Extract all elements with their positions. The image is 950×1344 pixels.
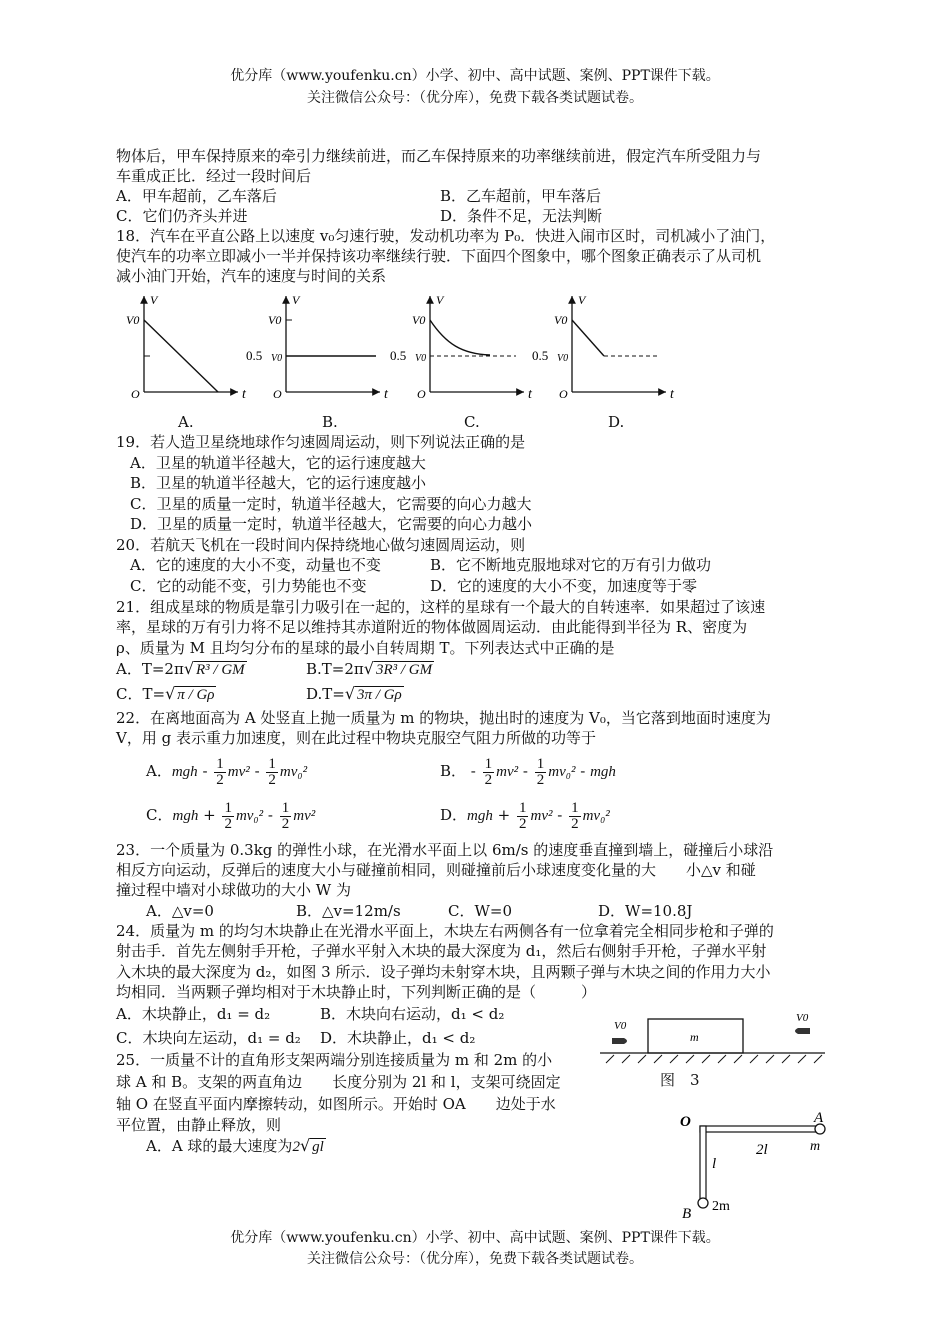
graph-c-velocity-curve: [430, 320, 490, 355]
q22-option-a: A．mgh - $\frac{1}{2}$ mv² - $\frac{1}{2}$ mv₀²: [146, 755, 308, 788]
q25-stem-2: 球 A 和 B。支架的两直角边 长度分别为 2l 和 l，支架可绕固定: [116, 1073, 561, 1091]
graph-d-half-label: 0.5: [532, 348, 549, 363]
graph-c-axis-v: V: [436, 293, 444, 307]
q24-stem-4: 均相同．当两颗子弹均相对于木块静止时，下列判断正确的是（ ）: [116, 983, 597, 1001]
graph-d: [532, 293, 675, 402]
q21-a-radicand: R³ / GM: [196, 662, 245, 678]
arm-ob: [700, 1126, 706, 1200]
q24-option-a: A．木块静止，d₁ = d₂: [116, 1005, 271, 1023]
graph-d-velocity-line: [572, 320, 604, 356]
q23-option-b: B．△v=12m/s: [296, 902, 401, 920]
ball-a-mass: m: [810, 1139, 821, 1154]
graph-a-velocity-line: [144, 320, 218, 392]
bullet-right: [795, 1028, 810, 1034]
graph-c-origin: O: [417, 387, 426, 401]
q23-stem-3: 撞过程中墙对小球做功的大小 W 为: [116, 881, 351, 899]
q24-figure: [600, 1005, 840, 1095]
q24-stem-3: 入木块的最大深度为 d₂，如图 3 所示．设子弹均未射穿木块，且两颗子弹与木块之间的作用力大小: [116, 963, 771, 981]
graph-a-v0: V0: [126, 313, 140, 327]
q19-option-d: D．卫星的质量一定时，轨道半径越大，它需要的向心力越小: [130, 515, 533, 533]
q18-label-c: C.: [464, 413, 480, 431]
q23-option-c: C．W=0: [448, 902, 513, 920]
q17-option-a: A．甲车超前，乙车落后: [116, 187, 277, 205]
block-mass-label: m: [690, 1030, 699, 1044]
left-bullet-v0: V0: [614, 1020, 627, 1032]
q17-stem-2: 车重成正比．经过一段时间后: [116, 167, 312, 185]
graph-c-axis-t: t: [528, 387, 532, 402]
ball-b: [698, 1198, 708, 1208]
q20-stem: 20．若航天飞机在一段时间内保持绕地心做匀速圆周运动，则: [116, 536, 526, 554]
q25-a-radicand: gl: [312, 1139, 324, 1155]
q21-option-d: D.T=√ 3π / Gρ: [306, 684, 402, 703]
q20-option-d: D．它的速度的大小不变，加速度等于零: [430, 577, 698, 595]
svg-text:V0: V0: [415, 353, 427, 364]
header-line-2: 关注微信公众号：（优分库），免费下载各类试题试卷。: [307, 90, 643, 106]
q18-label-d: D.: [608, 413, 625, 431]
q18-stem-3: 减小油门开始，汽车的速度与时间的关系: [116, 267, 387, 285]
q22-stem-2: V，用 g 表示重力加速度，则在此过程中物块克服空气阻力所做的功等于: [116, 729, 596, 747]
q17-option-b: B．乙车超前，甲车落后: [440, 187, 602, 205]
q23-option-a: A．△v=0: [146, 902, 214, 920]
q25-stem-4: 平位置，由静止释放，则: [116, 1116, 282, 1134]
arm-ob-length: l: [712, 1156, 717, 1172]
graph-c-half-label: 0.5: [390, 348, 407, 363]
q21-option-a: A．T=2π√ R³ / GM: [116, 659, 245, 678]
ball-b-label: B: [682, 1206, 692, 1220]
q21-stem-2: 率，星球的万有引力将不足以维持其赤道附近的物体做圆周运动．由此能得到半径为 R、密度为: [116, 618, 748, 636]
arm-oa-length: 2l: [756, 1142, 768, 1158]
q25-figure: [670, 1110, 870, 1220]
svg-text:V0: V0: [271, 353, 283, 364]
q21-c-radicand: π / Gρ: [177, 687, 215, 703]
q19-option-c: C．卫星的质量一定时，轨道半径越大，它需要的向心力越大: [130, 495, 532, 513]
q19-option-a: A．卫星的轨道半径越大，它的运行速度越大: [130, 454, 426, 472]
q25-stem-1: 25．一质量不计的直角形支架两端分别连接质量为 m 和 2m 的小: [116, 1051, 553, 1069]
ball-b-mass: 2m: [712, 1199, 730, 1214]
graph-b: [246, 293, 389, 402]
q20-option-b: B．它不断地克服地球对它的万有引力做功: [430, 556, 712, 574]
q17-stem-1: 物体后，甲车保持原来的牵引力继续前进，而乙车保持原来的功率继续前进，假定汽车所受阻力与: [116, 147, 762, 165]
graph-b-v0: V0: [268, 313, 282, 327]
q20-option-c: C．它的动能不变，引力势能也不变: [130, 577, 367, 595]
q19-option-b: B．卫星的轨道半径越大，它的运行速度越小: [130, 474, 427, 492]
svg-text:V0: V0: [557, 353, 569, 364]
graph-c-v0: V0: [412, 313, 426, 327]
q23-stem-2: 相反方向运动，反弹后的速度大小与碰撞前相同，则碰撞前后小球速度变化量的大 小△v 和碰: [116, 861, 756, 879]
graph-b-axis-v: V: [292, 293, 300, 307]
graph-d-v0: V0: [554, 313, 568, 327]
graph-a-axis-v: V: [150, 293, 158, 307]
q21-stem-3: ρ、质量为 M 且均匀分布的星球的最小自转周期 T。下列表达式中正确的是: [116, 639, 615, 657]
ball-a-label: A: [814, 1110, 824, 1126]
header-line-1: 优分库（www.youfenku.cn）小学、初中、高中试题、案例、PPT课件下载。: [230, 68, 720, 84]
q21-stem-1: 21．组成星球的物质是靠引力吸引在一起的，这样的星球有一个最大的自转速率．如果超过了该速: [116, 598, 766, 616]
q22-option-c: C．mgh + $\frac{1}{2}$ mv₀² - $\frac{1}{2}$ mv²: [146, 799, 316, 832]
q17-option-d: D．条件不足，无法判断: [440, 207, 603, 225]
graph-d-axis-t: t: [670, 387, 674, 402]
q23-stem-1: 23．一个质量为 0.3kg 的弹性小球，在光滑水平面上以 6m/s 的速度垂直撞到墙上，碰撞后小球沿: [116, 841, 774, 859]
right-bullet-v0: V0: [796, 1012, 809, 1024]
q20-option-a: A．它的速度的大小不变，动量也不变: [130, 556, 381, 574]
q22-stem-1: 22．在离地面高为 A 处竖直上抛一质量为 m 的物块，抛出时的速度为 V₀，当它落到地面时速度为: [116, 709, 771, 727]
axis-o-label: O: [680, 1114, 691, 1130]
q18-label-a: A.: [178, 413, 194, 431]
q21-option-b: B.T=2π√ 3R³ / GM: [306, 659, 433, 678]
q18-stem-1: 18．汽车在平直公路上以速度 v₀匀速行驶，发动机功率为 P₀．快进入闹市区时，司机减小了油门，: [116, 227, 776, 245]
q25-option-a: A．A 球的最大速度为2√ gl: [146, 1136, 324, 1155]
graph-b-origin: O: [273, 387, 282, 401]
q18-label-b: B.: [322, 413, 338, 431]
q24-figure-caption: 图 3: [660, 1071, 700, 1089]
graph-c: [390, 293, 533, 402]
q24-option-b: B．木块向右运动，d₁ < d₂: [320, 1005, 505, 1023]
q19-stem: 19．若人造卫星绕地球作匀速圆周运动，则下列说法正确的是: [116, 433, 526, 451]
graph-a: [126, 293, 247, 402]
footer-line-2: 关注微信公众号：（优分库），免费下载各类试题试卷。: [307, 1251, 643, 1267]
q21-d-radicand: 3π / Gρ: [357, 687, 402, 703]
q24-stem-2: 射击手．首先左侧射手开枪，子弹水平射入木块的最大深度为 d₁，然后右侧射手开枪，子弹水平射: [116, 942, 767, 960]
q24-stem-1: 24．质量为 m 的均匀木块静止在光滑水平面上，木块左右两侧各有一位拿着完全相同步枪和子弹的: [116, 922, 774, 940]
graph-d-origin: O: [559, 387, 568, 401]
q24-option-c: C．木块向左运动，d₁ = d₂: [116, 1029, 301, 1047]
graph-b-half-label: 0.5: [246, 348, 263, 363]
bullet-left: [612, 1038, 627, 1044]
q22-option-b: B． - $\frac{1}{2}$ mv² - $\frac{1}{2}$ mv₀² - mgh: [440, 755, 616, 788]
q18-graphs: [0, 290, 950, 430]
q17-option-c: C．它们仍齐头并进: [116, 207, 248, 225]
graph-d-axis-v: V: [578, 293, 586, 307]
q24-option-d: D．木块静止，d₁ < d₂: [320, 1029, 476, 1047]
graph-a-origin: O: [131, 387, 140, 401]
q18-stem-2: 使汽车的功率立即减小一半并保持该功率继续行驶．下面四个图象中，哪个图象正确表示了从司机: [116, 247, 762, 265]
q22-option-d: D．mgh + $\frac{1}{2}$ mv² - $\frac{1}{2}$ mv₀²: [440, 799, 610, 832]
graph-b-axis-t: t: [384, 387, 388, 402]
q25-stem-3: 轴 O 在竖直平面内摩擦转动，如图所示。开始时 OA 边处于水: [116, 1095, 556, 1113]
q21-b-radicand: 3R³ / GM: [375, 662, 433, 678]
arm-oa: [700, 1126, 816, 1132]
q21-option-c: C．T=√ π / Gρ: [116, 684, 215, 703]
graph-a-axis-t: t: [242, 387, 246, 402]
q23-option-d: D．W=10.8J: [598, 902, 693, 920]
footer-line-1: 优分库（www.youfenku.cn）小学、初中、高中试题、案例、PPT课件下载。: [230, 1230, 720, 1246]
